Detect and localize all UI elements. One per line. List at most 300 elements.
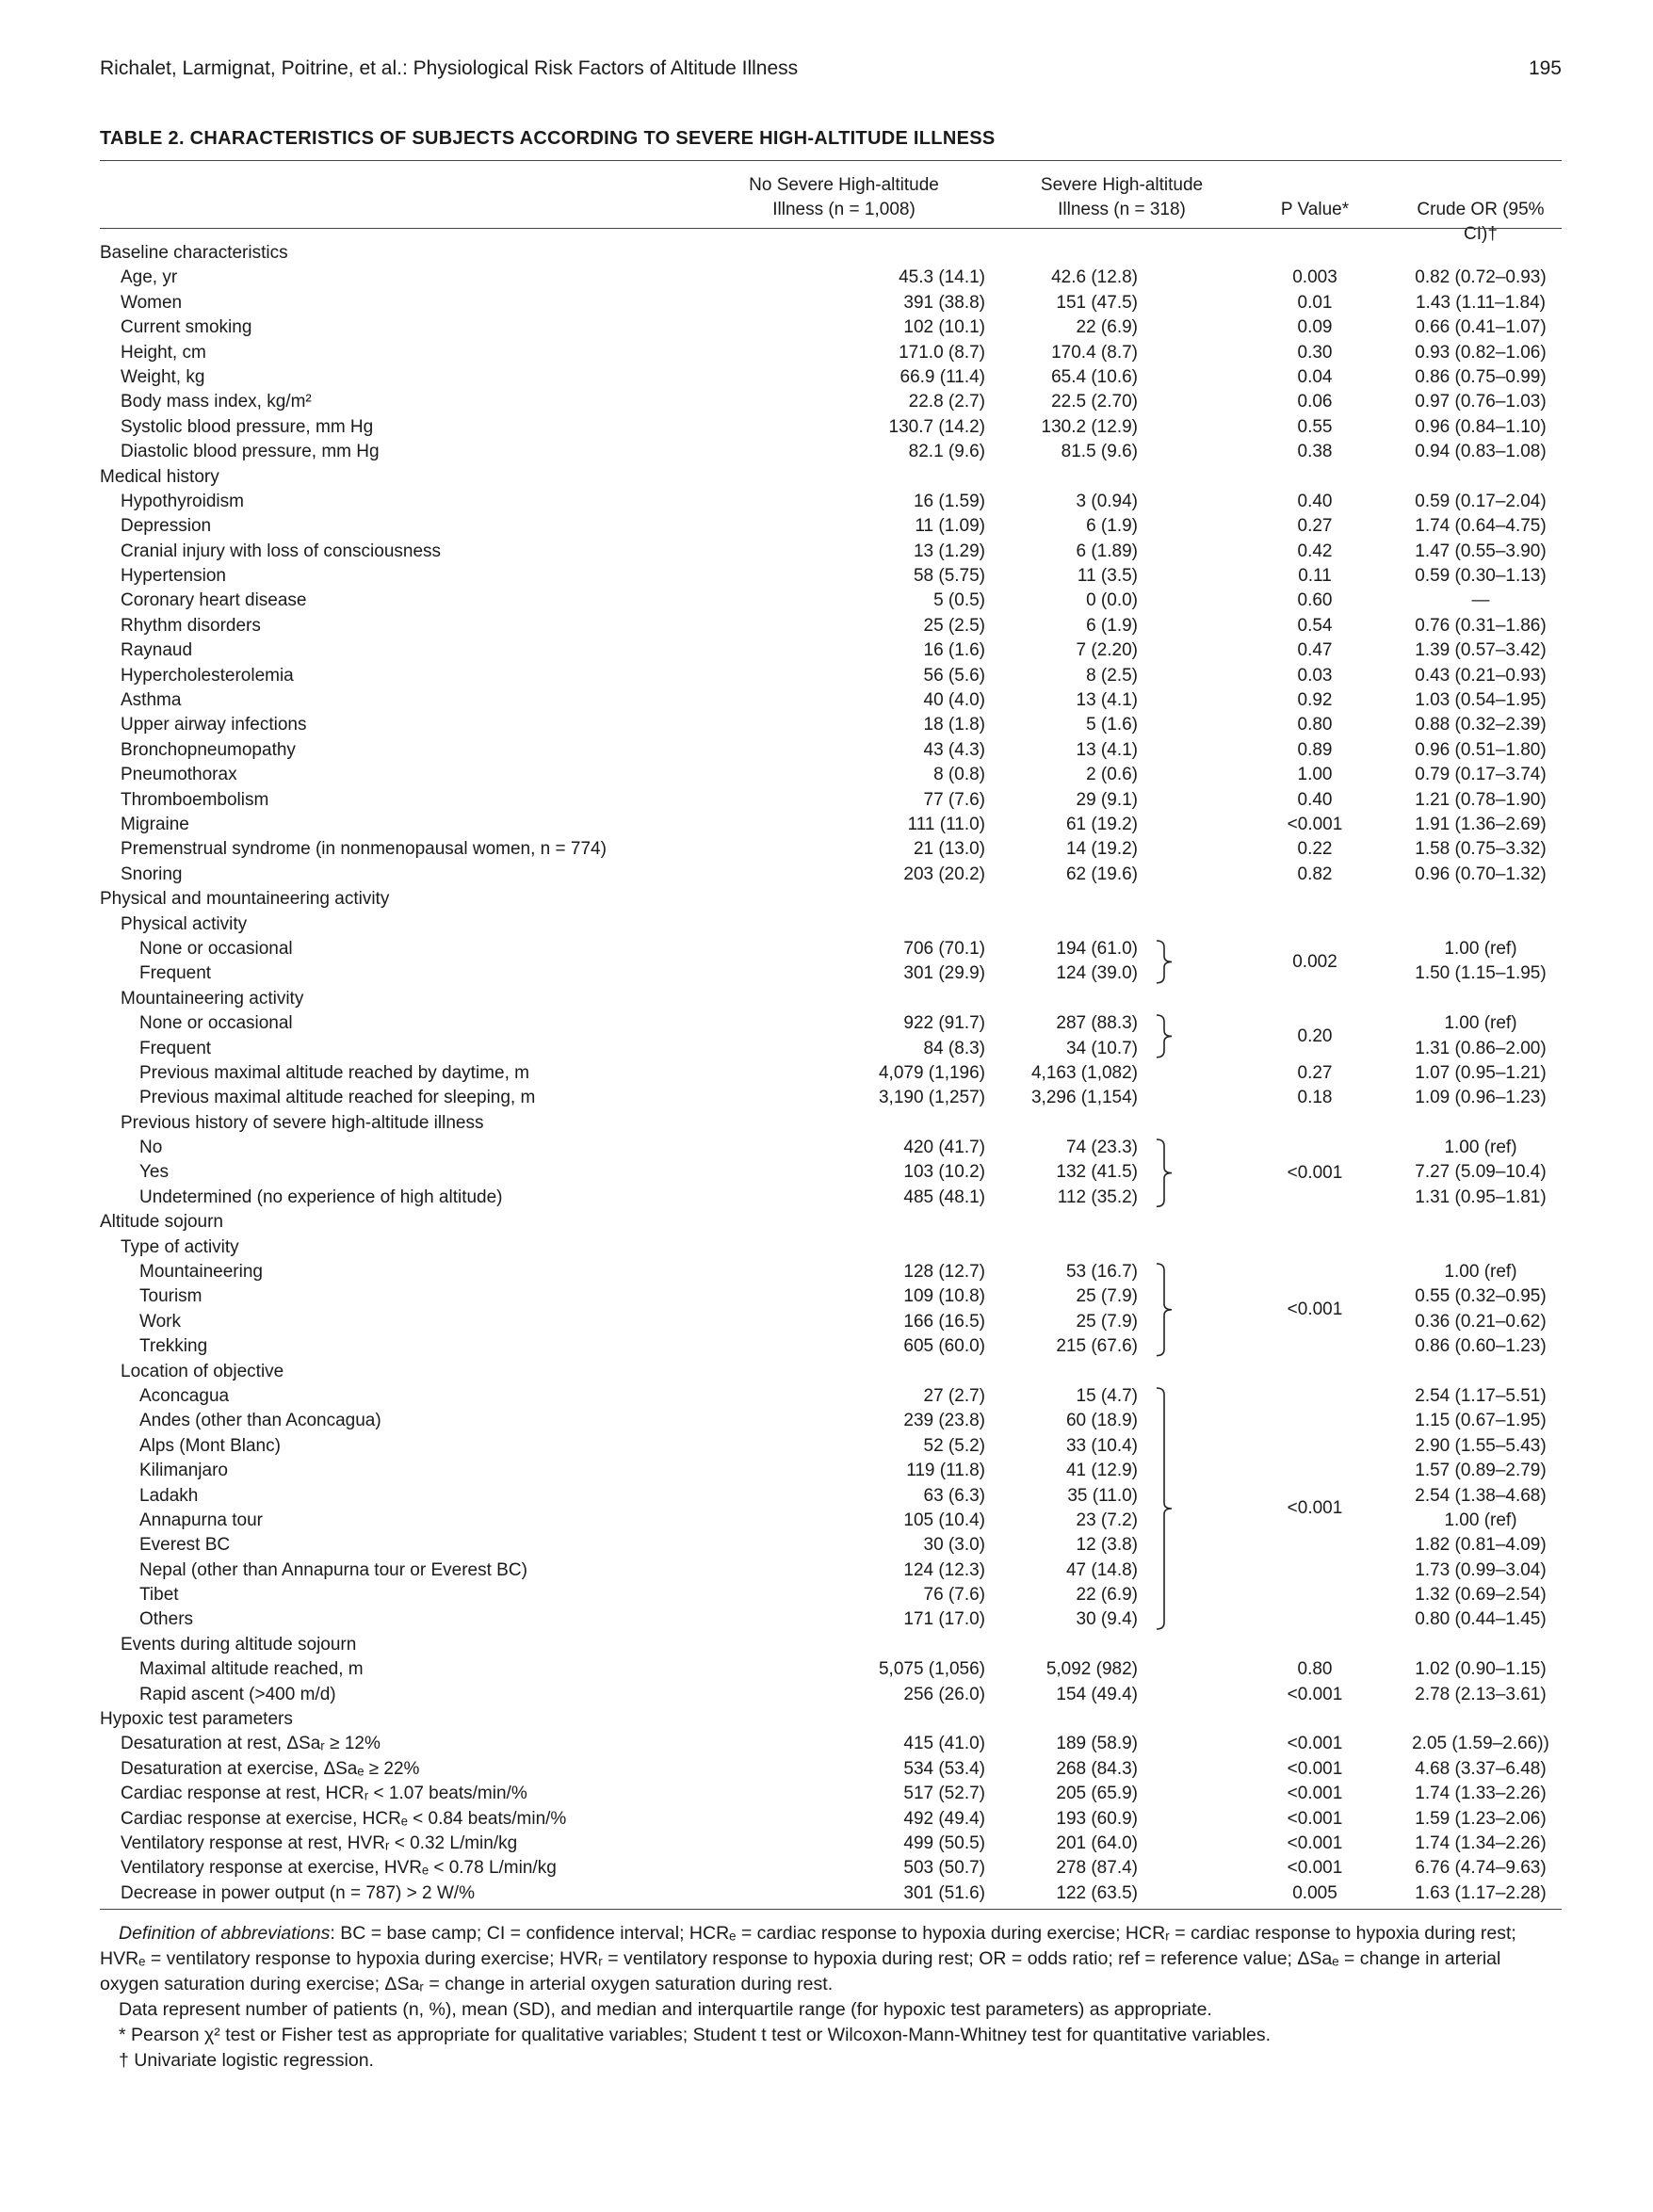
cell-crude-or: 1.57 (0.89–2.79)	[1415, 1461, 1547, 1481]
section-heading-row	[100, 887, 1562, 912]
cell-no-severe: 43 (4.3)	[923, 739, 985, 760]
cell-no-severe: 18 (1.8)	[923, 715, 985, 735]
cell-crude-or: 1.02 (0.90–1.15)	[1415, 1659, 1547, 1680]
row-label: Pneumothorax	[121, 765, 237, 785]
table-row	[100, 713, 1562, 737]
cell-severe: 189 (58.9)	[1056, 1734, 1138, 1754]
cell-crude-or: 2.54 (1.38–4.68)	[1415, 1485, 1547, 1506]
table-row	[100, 291, 1562, 315]
cell-no-severe: 166 (16.5)	[903, 1311, 985, 1332]
row-label: Bronchopneumopathy	[121, 739, 296, 760]
table-row	[100, 912, 1562, 937]
cell-crude-or: 1.74 (0.64–4.75)	[1415, 516, 1547, 537]
cell-p-value: 0.40	[1297, 789, 1333, 810]
cell-severe: 6 (1.9)	[1086, 516, 1138, 537]
cell-severe: 42.6 (12.8)	[1051, 267, 1138, 288]
row-label: Everest BC	[139, 1535, 231, 1556]
cell-no-severe: 128 (12.7)	[903, 1262, 985, 1283]
cell-crude-or: 1.74 (1.34–2.26)	[1415, 1833, 1547, 1853]
row-label: Physical and mountaineering activity	[100, 889, 390, 910]
row-label: Aconcagua	[139, 1385, 230, 1406]
row-label: Nepal (other than Annapurna tour or Everest BC)	[139, 1559, 527, 1580]
header-severe	[980, 173, 1263, 222]
table-row	[100, 1856, 1562, 1881]
cell-no-severe: 84 (8.3)	[923, 1038, 985, 1058]
cell-no-severe: 492 (49.4)	[903, 1808, 985, 1829]
row-label: Current smoking	[121, 317, 252, 338]
cell-p-value: 0.92	[1297, 690, 1333, 711]
header-p-value: P Value*	[1280, 200, 1350, 219]
cell-crude-or: 0.59 (0.30–1.13)	[1415, 566, 1547, 587]
brace-path	[1157, 1388, 1172, 1629]
cell-severe: 278 (87.4)	[1056, 1858, 1138, 1879]
row-label: Type of activity	[121, 1236, 239, 1257]
cell-severe: 6 (1.9)	[1086, 615, 1138, 636]
row-label: Undetermined (no experience of high altitude)	[139, 1187, 503, 1207]
table-row	[100, 589, 1562, 613]
cell-no-severe: 16 (1.59)	[913, 491, 985, 511]
cell-no-severe: 103 (10.2)	[903, 1162, 985, 1183]
row-label: Frequent	[139, 963, 212, 984]
cell-crude-or: 2.78 (2.13–3.61)	[1415, 1684, 1547, 1704]
row-label: Cranial injury with loss of consciousness	[121, 541, 442, 561]
cell-severe: 15 (4.7)	[1076, 1385, 1138, 1406]
cell-crude-or: 0.86 (0.75–0.99)	[1415, 366, 1547, 387]
row-label: Hypercholesterolemia	[121, 665, 294, 686]
cell-crude-or: 0.80 (0.44–1.45)	[1415, 1609, 1547, 1630]
row-label: Yes	[139, 1162, 169, 1183]
cell-p-value: 0.003	[1292, 267, 1337, 288]
row-label: Rapid ascent (>400 m/d)	[139, 1684, 336, 1704]
row-label: Asthma	[121, 690, 182, 711]
cell-crude-or: 2.54 (1.17–5.51)	[1415, 1385, 1547, 1406]
cell-no-severe: 102 (10.1)	[903, 317, 985, 338]
table-row	[100, 1334, 1562, 1359]
table-row	[100, 1061, 1562, 1086]
cell-p-value: 0.89	[1297, 739, 1333, 760]
cell-crude-or: 1.00 (ref)	[1444, 1262, 1517, 1283]
row-label: Mountaineering	[139, 1262, 263, 1283]
cell-crude-or: 1.09 (0.96–1.23)	[1415, 1088, 1547, 1108]
cell-crude-or: 1.91 (1.36–2.69)	[1415, 814, 1547, 834]
table-row	[100, 1235, 1562, 1260]
cell-severe: 201 (64.0)	[1056, 1833, 1138, 1853]
table-row	[100, 440, 1562, 464]
table-row	[100, 763, 1562, 787]
cell-no-severe: 534 (53.4)	[903, 1758, 985, 1779]
group-brace	[1153, 1387, 1179, 1630]
row-label: Previous history of severe high-altitude illness	[121, 1112, 484, 1133]
table-row	[100, 390, 1562, 414]
cell-crude-or: 1.31 (0.86–2.00)	[1415, 1038, 1547, 1058]
data-note: Data represent number of patients (n, %), mean (SD), and median and interquartile range (for hypoxic test parameters) as appropriate.	[119, 1999, 1212, 2020]
row-label: Ladakh	[139, 1485, 199, 1506]
row-label: Age, yr	[121, 267, 178, 288]
grouped-p-value: 0.002	[1292, 951, 1337, 972]
cell-no-severe: 503 (50.7)	[903, 1858, 985, 1879]
cell-crude-or: 1.00 (ref)	[1444, 938, 1517, 959]
row-label: Physical activity	[121, 913, 248, 934]
cell-no-severe: 130.7 (14.2)	[888, 416, 985, 437]
cell-crude-or: 1.00 (ref)	[1444, 1138, 1517, 1158]
cell-p-value: <0.001	[1287, 1684, 1343, 1704]
cell-crude-or: 0.43 (0.21–0.93)	[1415, 665, 1547, 686]
cell-crude-or: 0.96 (0.84–1.10)	[1415, 416, 1547, 437]
table-row	[100, 266, 1562, 290]
brace-path	[1157, 1015, 1172, 1058]
row-label: Weight, kg	[121, 366, 205, 387]
cell-severe: 65.4 (10.6)	[1051, 366, 1138, 387]
group-brace	[1153, 1263, 1179, 1357]
cell-no-severe: 420 (41.7)	[903, 1138, 985, 1158]
cell-no-severe: 5 (0.5)	[933, 590, 985, 611]
row-label: Previous maximal altitude reached by daytime, m	[139, 1062, 529, 1083]
table-row	[100, 365, 1562, 390]
cell-p-value: 0.80	[1297, 1659, 1333, 1680]
running-title: Richalet, Larmignat, Poitrine, et al.: Physiological Risk Factors of Altitude Illness	[100, 57, 799, 79]
row-label: None or occasional	[139, 938, 293, 959]
cell-crude-or: 0.79 (0.17–3.74)	[1415, 765, 1547, 785]
cell-severe: 5,092 (982)	[1045, 1659, 1138, 1680]
table-row	[100, 1434, 1562, 1459]
row-label: Hypertension	[121, 566, 226, 587]
table-row	[100, 1732, 1562, 1756]
row-label: Desaturation at exercise, ΔSaₑ ≥ 22%	[121, 1758, 420, 1779]
cell-severe: 22 (6.9)	[1076, 1585, 1138, 1606]
section-heading-row	[100, 241, 1562, 266]
cell-severe: 8 (2.5)	[1086, 665, 1138, 686]
cell-no-severe: 485 (48.1)	[903, 1187, 985, 1207]
cell-p-value: 0.005	[1292, 1882, 1337, 1903]
cell-p-value: 0.09	[1297, 317, 1333, 338]
cell-p-value: 0.54	[1297, 615, 1333, 636]
cell-p-value: 0.18	[1297, 1088, 1333, 1108]
cell-no-severe: 21 (13.0)	[913, 839, 985, 860]
table-row	[100, 1683, 1562, 1707]
cell-no-severe: 77 (7.6)	[923, 789, 985, 810]
table-row	[100, 638, 1562, 663]
cell-p-value: <0.001	[1287, 1734, 1343, 1754]
cell-severe: 11 (3.5)	[1077, 566, 1138, 587]
header-rule	[100, 228, 1562, 229]
cell-crude-or: 2.90 (1.55–5.43)	[1415, 1435, 1547, 1456]
cell-severe: 132 (41.5)	[1056, 1162, 1138, 1183]
cell-crude-or: 0.96 (0.70–1.32)	[1415, 864, 1547, 884]
cell-no-severe: 119 (11.8)	[906, 1461, 985, 1481]
cell-severe: 154 (49.4)	[1056, 1684, 1138, 1704]
cell-crude-or: 0.97 (0.76–1.03)	[1415, 392, 1547, 412]
brace-path	[1157, 1139, 1172, 1206]
abbreviations-note	[100, 1921, 1562, 1997]
running-head	[100, 55, 1562, 83]
row-label: Kilimanjaro	[139, 1461, 228, 1481]
cell-crude-or: 1.74 (1.33–2.26)	[1415, 1784, 1547, 1804]
cell-severe: 112 (35.2)	[1057, 1187, 1138, 1207]
cell-no-severe: 239 (23.8)	[903, 1411, 985, 1431]
cell-severe: 22 (6.9)	[1076, 317, 1138, 338]
table-row	[100, 1384, 1562, 1409]
table-row	[100, 1111, 1562, 1136]
table-row	[100, 1260, 1562, 1284]
cell-no-severe: 124 (12.3)	[903, 1559, 985, 1580]
cell-no-severe: 56 (5.6)	[923, 665, 985, 686]
row-label: Ventilatory response at rest, HVRᵣ < 0.32 L/min/kg	[121, 1833, 518, 1853]
row-label: Tibet	[139, 1585, 179, 1606]
cell-p-value: 0.27	[1297, 1062, 1333, 1083]
cell-no-severe: 16 (1.6)	[923, 640, 985, 661]
cell-crude-or: 1.21 (0.78–1.90)	[1415, 789, 1547, 810]
cell-severe: 29 (9.1)	[1076, 789, 1138, 810]
table-row	[100, 1832, 1562, 1856]
table-row	[100, 788, 1562, 813]
header-no-severe-line1: No Severe High-altitude	[749, 175, 939, 195]
cell-severe: 5 (1.6)	[1086, 715, 1138, 735]
table-row	[100, 1558, 1562, 1583]
cell-severe: 2 (0.6)	[1086, 765, 1138, 785]
group-brace	[1153, 940, 1179, 984]
cell-severe: 47 (14.8)	[1065, 1559, 1138, 1580]
cell-crude-or: 0.66 (0.41–1.07)	[1415, 317, 1547, 338]
row-label: Desaturation at rest, ΔSaᵣ ≥ 12%	[121, 1734, 381, 1754]
table-row	[100, 1086, 1562, 1110]
cell-p-value: 0.42	[1297, 541, 1333, 561]
cell-severe: 13 (4.1)	[1076, 739, 1138, 760]
cell-crude-or: 1.43 (1.11–1.84)	[1415, 292, 1547, 313]
cell-severe: 124 (39.0)	[1056, 963, 1138, 984]
abbreviations-text: : BC = base camp; CI = confidence interval; HCRₑ = cardiac response to hypoxia during exercise; HCRᵣ = cardiac response to hypoxia during rest; HVRₑ = ventilatory response to hypoxia during exercise; HVRᵣ = ventilatory response to hypoxia during rest; OR = odds ratio; ref = reference value; ΔSaₑ = change in arterial oxygen saturation during exercise; ΔSaᵣ = change in arterial oxygen saturation during rest.	[100, 1923, 1516, 1994]
cell-no-severe: 171.0 (8.7)	[899, 342, 985, 363]
row-label: Alps (Mont Blanc)	[139, 1435, 281, 1456]
cell-severe: 62 (19.6)	[1065, 864, 1138, 884]
cell-p-value: 0.82	[1297, 864, 1333, 884]
star-note: * Pearson χ² test or Fisher test as appropriate for qualitative variables; Student t test or Wilcoxon-Mann-Whitney test for quantitative variables.	[119, 2025, 1272, 2045]
table-body	[100, 241, 1562, 1906]
row-label: Hypothyroidism	[121, 491, 244, 511]
row-label: No	[139, 1138, 163, 1158]
cell-crude-or: 1.32 (0.69–2.54)	[1415, 1585, 1547, 1606]
cell-no-severe: 203 (20.2)	[903, 864, 985, 884]
cell-no-severe: 415 (41.0)	[903, 1734, 985, 1754]
cell-no-severe: 706 (70.1)	[903, 938, 985, 959]
cell-p-value: 0.47	[1297, 640, 1333, 661]
table-title: TABLE 2. CHARACTERISTICS OF SUBJECTS ACCORDING TO SEVERE HIGH-ALTITUDE ILLNESS	[100, 128, 996, 149]
cell-no-severe: 517 (52.7)	[903, 1784, 985, 1804]
table-row	[100, 1757, 1562, 1782]
cell-no-severe: 13 (1.29)	[913, 541, 985, 561]
table-row	[100, 1186, 1562, 1210]
row-label: Hypoxic test parameters	[100, 1709, 293, 1730]
cell-no-severe: 82.1 (9.6)	[908, 442, 985, 462]
cell-p-value: 0.40	[1297, 491, 1333, 511]
cell-p-value: <0.001	[1287, 1758, 1343, 1779]
row-label: Andes (other than Aconcagua)	[139, 1411, 381, 1431]
cell-no-severe: 40 (4.0)	[923, 690, 985, 711]
row-label: Premenstrual syndrome (in nonmenopausal women, n = 774)	[121, 839, 607, 860]
cell-crude-or: 1.50 (1.15–1.95)	[1415, 963, 1547, 984]
row-label: Medical history	[100, 466, 219, 487]
cell-crude-or: 0.55 (0.32–0.95)	[1415, 1286, 1547, 1307]
cell-no-severe: 391 (38.8)	[903, 292, 985, 313]
cell-no-severe: 76 (7.6)	[923, 1585, 985, 1606]
table-row	[100, 813, 1562, 837]
cell-crude-or: 6.76 (4.74–9.63)	[1415, 1858, 1547, 1879]
cell-p-value: 0.06	[1297, 392, 1333, 412]
cell-crude-or: 0.96 (0.51–1.80)	[1415, 739, 1547, 760]
section-heading-row	[100, 465, 1562, 490]
table-header	[100, 173, 1562, 244]
row-label: Thromboembolism	[121, 789, 269, 810]
cell-severe: 25 (7.9)	[1076, 1311, 1138, 1332]
section-heading-row	[100, 1707, 1562, 1732]
cell-no-severe: 30 (3.0)	[923, 1535, 985, 1556]
cell-crude-or: 0.86 (0.60–1.23)	[1415, 1336, 1547, 1357]
row-label: None or occasional	[139, 1013, 293, 1034]
row-label: Location of objective	[121, 1361, 284, 1381]
cell-crude-or: 0.88 (0.32–2.39)	[1415, 715, 1547, 735]
brace-path	[1157, 1264, 1172, 1356]
cell-p-value: <0.001	[1287, 1858, 1343, 1879]
header-no-severe	[703, 173, 985, 222]
cell-no-severe: 58 (5.75)	[913, 566, 985, 587]
table-row	[100, 490, 1562, 514]
cell-p-value: 0.01	[1297, 292, 1333, 313]
cell-severe: 6 (1.89)	[1076, 541, 1138, 561]
cell-crude-or: 0.94 (0.83–1.08)	[1415, 442, 1547, 462]
cell-severe: 3 (0.94)	[1076, 491, 1138, 511]
cell-no-severe: 4,079 (1,196)	[878, 1062, 985, 1083]
cell-crude-or: 1.15 (0.67–1.95)	[1415, 1411, 1547, 1431]
cell-severe: 23 (7.2)	[1076, 1510, 1138, 1530]
cell-crude-or: 2.05 (1.59–2.66))	[1412, 1734, 1549, 1754]
cell-severe: 14 (19.2)	[1065, 839, 1138, 860]
header-severe-line2: Illness (n = 318)	[1058, 200, 1186, 219]
cell-crude-or: 1.73 (0.99–3.04)	[1415, 1559, 1547, 1580]
cell-severe: 81.5 (9.6)	[1061, 442, 1138, 462]
cell-severe: 122 (63.5)	[1056, 1882, 1138, 1903]
cell-severe: 268 (84.3)	[1056, 1758, 1138, 1779]
row-label: Altitude sojourn	[100, 1212, 223, 1233]
cell-p-value: 0.22	[1297, 839, 1333, 860]
cell-crude-or: 0.59 (0.17–2.04)	[1415, 491, 1547, 511]
cell-severe: 22.5 (2.70)	[1051, 392, 1138, 412]
cell-crude-or: —	[1471, 590, 1490, 611]
row-label: Trekking	[139, 1336, 208, 1357]
table-row	[100, 1657, 1562, 1682]
row-label: Frequent	[139, 1038, 212, 1058]
cell-crude-or: 7.27 (5.09–10.4)	[1415, 1162, 1547, 1183]
table-row	[100, 664, 1562, 688]
cell-no-severe: 25 (2.5)	[923, 615, 985, 636]
table-bottom-rule	[100, 1909, 1562, 1910]
cell-severe: 74 (23.3)	[1065, 1138, 1138, 1158]
cell-severe: 170.4 (8.7)	[1051, 342, 1138, 363]
cell-p-value: 1.00	[1297, 765, 1333, 785]
cell-p-value: 0.60	[1297, 590, 1333, 611]
cell-severe: 4,163 (1,082)	[1030, 1062, 1138, 1083]
dagger-note: † Univariate logistic regression.	[119, 2050, 374, 2071]
cell-no-severe: 922 (91.7)	[903, 1013, 985, 1034]
row-label: Tourism	[139, 1286, 203, 1307]
table-row	[100, 341, 1562, 365]
cell-no-severe: 109 (10.8)	[903, 1286, 985, 1307]
grouped-p-value: <0.001	[1287, 1300, 1343, 1320]
row-label: Work	[139, 1311, 181, 1332]
cell-severe: 151 (47.5)	[1056, 292, 1138, 313]
cell-no-severe: 63 (6.3)	[923, 1485, 985, 1506]
row-label: Cardiac response at rest, HCRᵣ < 1.07 beats/min/%	[121, 1784, 527, 1804]
table-row	[100, 1607, 1562, 1632]
cell-severe: 13 (4.1)	[1076, 690, 1138, 711]
cell-severe: 130.2 (12.9)	[1041, 416, 1138, 437]
cell-crude-or: 0.36 (0.21–0.62)	[1415, 1311, 1547, 1332]
table-row	[100, 1807, 1562, 1832]
cell-no-severe: 171 (17.0)	[903, 1609, 985, 1630]
cell-severe: 287 (88.3)	[1056, 1013, 1138, 1034]
row-label: Body mass index, kg/m²	[121, 392, 312, 412]
cell-severe: 193 (60.9)	[1056, 1808, 1138, 1829]
cell-crude-or: 1.47 (0.55–3.90)	[1415, 541, 1547, 561]
cell-crude-or: 1.82 (0.81–4.09)	[1415, 1535, 1547, 1556]
table-row	[100, 614, 1562, 638]
row-label: Upper airway infections	[121, 715, 307, 735]
group-brace	[1153, 1014, 1179, 1058]
row-label: Coronary heart disease	[121, 590, 307, 611]
section-heading-row	[100, 1210, 1562, 1235]
table-row	[100, 1583, 1562, 1607]
row-label: Snoring	[121, 864, 183, 884]
page-number: 195	[1528, 57, 1562, 79]
cell-severe: 41 (12.9)	[1065, 1461, 1138, 1481]
row-label: Raynaud	[121, 640, 193, 661]
grouped-p-value: 0.20	[1297, 1025, 1333, 1046]
table-row	[100, 738, 1562, 763]
cell-crude-or: 1.00 (ref)	[1444, 1013, 1517, 1034]
row-label: Cardiac response at exercise, HCRₑ < 0.84 beats/min/%	[121, 1808, 567, 1829]
cell-severe: 194 (61.0)	[1056, 938, 1138, 959]
table-row	[100, 688, 1562, 713]
table-row	[100, 1633, 1562, 1657]
cell-crude-or: 1.39 (0.57–3.42)	[1415, 640, 1547, 661]
table-row	[100, 1136, 1562, 1160]
table-row	[100, 540, 1562, 564]
cell-severe: 53 (16.7)	[1065, 1262, 1138, 1283]
cell-crude-or: 1.63 (1.17–2.28)	[1415, 1882, 1547, 1903]
cell-severe: 61 (19.2)	[1065, 814, 1138, 834]
cell-no-severe: 27 (2.7)	[923, 1385, 985, 1406]
cell-p-value: 0.80	[1297, 715, 1333, 735]
row-label: Height, cm	[121, 342, 206, 363]
grouped-p-value: <0.001	[1287, 1498, 1343, 1519]
cell-crude-or: 1.31 (0.95–1.81)	[1415, 1187, 1547, 1207]
cell-crude-or: 1.03 (0.54–1.95)	[1415, 690, 1547, 711]
cell-crude-or: 0.82 (0.72–0.93)	[1415, 267, 1547, 288]
cell-no-severe: 66.9 (11.4)	[899, 366, 985, 387]
row-label: Mountaineering activity	[121, 988, 304, 1009]
cell-p-value: <0.001	[1287, 1808, 1343, 1829]
table-row	[100, 1360, 1562, 1384]
row-label: Others	[139, 1609, 194, 1630]
header-severe-line1: Severe High-altitude	[1040, 175, 1204, 195]
group-brace	[1153, 1138, 1179, 1207]
cell-crude-or: 1.58 (0.75–3.32)	[1415, 839, 1547, 860]
cell-severe: 12 (3.8)	[1076, 1535, 1138, 1556]
cell-crude-or: 1.00 (ref)	[1444, 1510, 1517, 1530]
cell-severe: 34 (10.7)	[1065, 1038, 1138, 1058]
table-row	[100, 415, 1562, 440]
cell-no-severe: 8 (0.8)	[933, 765, 985, 785]
cell-p-value: <0.001	[1287, 1833, 1343, 1853]
cell-crude-or: 0.76 (0.31–1.86)	[1415, 615, 1547, 636]
